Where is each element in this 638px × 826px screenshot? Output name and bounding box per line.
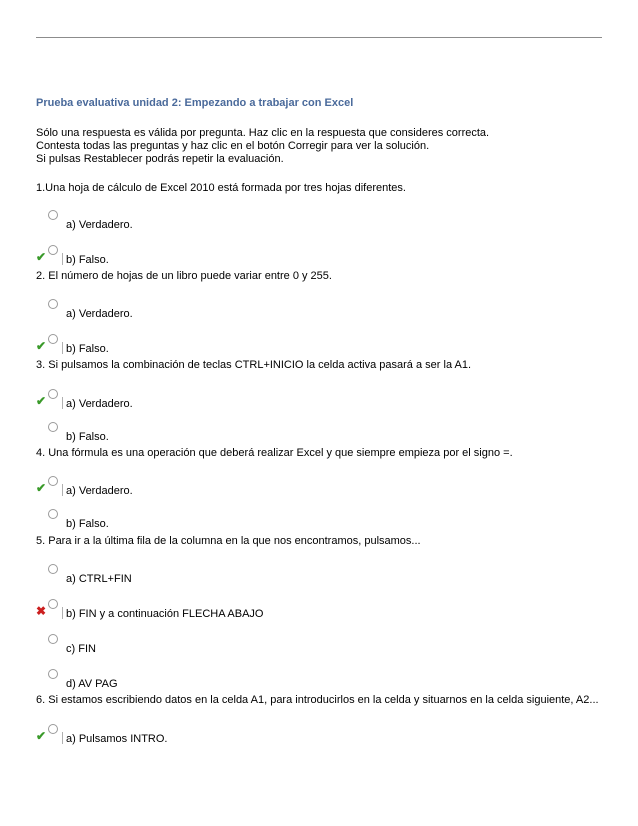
cross-icon: ✖ (36, 604, 47, 618)
radio-button[interactable] (48, 564, 58, 574)
question-2: 2. El número de hojas de un libro puede variar entre 0 y 255. (36, 270, 332, 282)
radio-button[interactable] (48, 389, 58, 399)
page-title: Prueba evaluativa unidad 2: Empezando a trabajar con Excel (36, 97, 354, 109)
instruction-line: Sólo una respuesta es válida por pregunta. Haz clic en la respuesta que consideres correcta. (36, 127, 490, 139)
option-label: a) CTRL+FIN (66, 573, 132, 585)
option-label: a) Verdadero. (66, 398, 133, 410)
radio-button[interactable] (48, 669, 58, 679)
radio-button[interactable] (48, 210, 58, 220)
question-4: 4. Una fórmula es una operación que deberá realizar Excel y que siempre empieza por el signo =. (36, 447, 513, 459)
radio-button[interactable] (48, 634, 58, 644)
option-label: b) FIN y a continuación FLECHA ABAJO (66, 608, 264, 620)
check-icon: ✔ (36, 394, 47, 408)
radio-button[interactable] (48, 334, 58, 344)
check-icon: ✔ (36, 339, 47, 353)
radio-button[interactable] (48, 724, 58, 734)
question-6: 6. Si estamos escribiendo datos en la celda A1, para introducirlos en la celda y situarnos en la celda siguiente, A2... (36, 694, 599, 706)
radio-button[interactable] (48, 299, 58, 309)
option-label: a) Verdadero. (66, 308, 133, 320)
radio-button[interactable] (48, 476, 58, 486)
divider (62, 484, 63, 496)
option-label: b) Falso. (66, 254, 109, 266)
question-1: 1.Una hoja de cálculo de Excel 2010 está formada por tres hojas diferentes. (36, 182, 406, 194)
question-5: 5. Para ir a la última fila de la columna en la que nos encontramos, pulsamos... (36, 535, 421, 547)
check-icon: ✔ (36, 250, 47, 264)
radio-button[interactable] (48, 509, 58, 519)
check-icon: ✔ (36, 729, 47, 743)
check-icon: ✔ (36, 481, 47, 495)
option-label: c) FIN (66, 643, 96, 655)
option-label: a) Verdadero. (66, 485, 133, 497)
option-label: b) Falso. (66, 518, 109, 530)
radio-button[interactable] (48, 422, 58, 432)
radio-button[interactable] (48, 245, 58, 255)
divider (62, 253, 63, 265)
divider (62, 397, 63, 409)
top-divider (36, 37, 602, 38)
radio-button[interactable] (48, 599, 58, 609)
divider (62, 607, 63, 619)
option-label: a) Pulsamos INTRO. (66, 733, 168, 745)
option-label: b) Falso. (66, 431, 109, 443)
divider (62, 732, 63, 744)
instructions (36, 127, 489, 166)
option-label: a) Verdadero. (66, 219, 133, 231)
option-label: d) AV PAG (66, 678, 118, 690)
question-3: 3. Si pulsamos la combinación de teclas CTRL+INICIO la celda activa pasará a ser la A1. (36, 359, 472, 371)
instruction-line: Si pulsas Restablecer podrás repetir la evaluación. (36, 153, 284, 165)
instruction-line: Contesta todas las preguntas y haz clic en el botón Corregir para ver la solución. (36, 140, 430, 152)
divider (62, 342, 63, 354)
option-label: b) Falso. (66, 343, 109, 355)
